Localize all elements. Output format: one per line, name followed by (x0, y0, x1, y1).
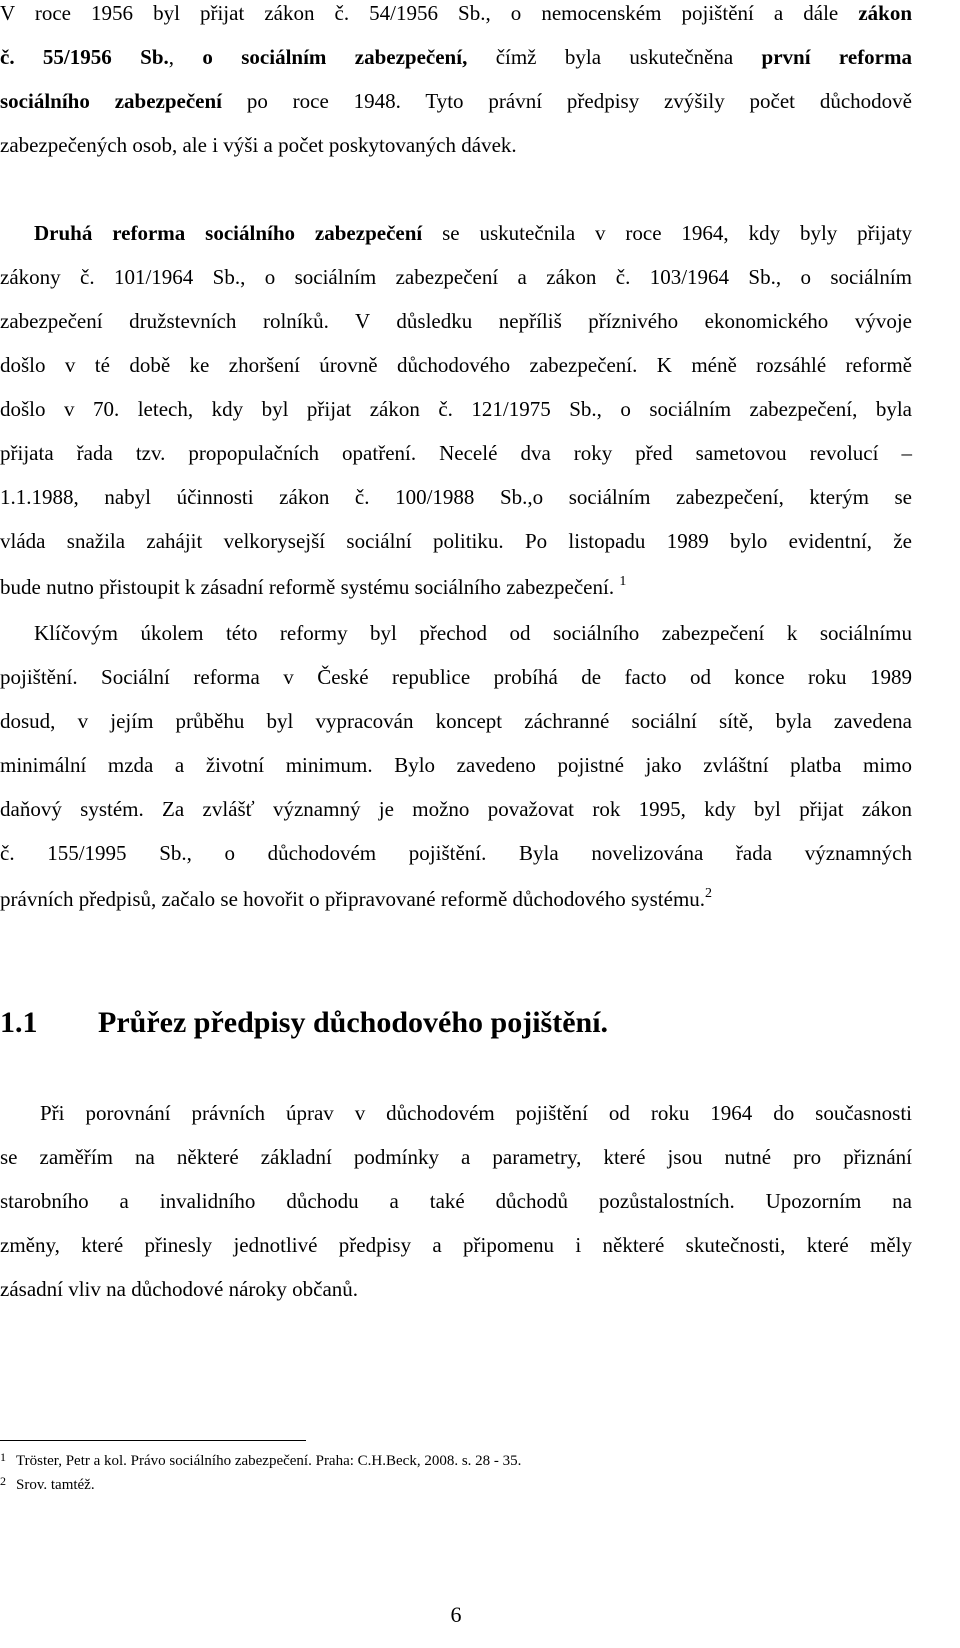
paragraph-3-line-1: Klíčovým úkolem této reformy byl přechod od sociálního zabezpečení k sociálnímu (34, 621, 912, 645)
footnote-2 (0, 1476, 95, 1494)
footnote-1 (0, 1452, 521, 1470)
footnote-reference-2[interactable]: 2 (705, 886, 713, 901)
footnote-reference-1[interactable]: 1 (619, 574, 627, 589)
paragraph-4-line-5: zásadní vliv na důchodové nároky občanů. (0, 1277, 359, 1301)
paragraph-1-line-3: sociálního zabezpečení po roce 1948. Tyto právní předpisy zvýšily počet důchodově (0, 89, 913, 113)
paragraph-4-line-2: se zaměřím na některé základní podmínky a parametry, které jsou nutné pro přiznání (0, 1145, 912, 1169)
footnote-number: 2 (0, 1474, 6, 1488)
paragraph-1-line-2: č. 55/1956 Sb., o sociálním zabezpečení, čímž byla uskutečněna první reforma (0, 45, 912, 69)
paragraph-4-line-3: starobního a invalidního důchodu a také důchodů pozůstalostních. Upozorním na (0, 1189, 912, 1213)
footnote-text: Srov. tamtéž. (16, 1477, 95, 1493)
footnote-number: 1 (0, 1450, 6, 1464)
paragraph-4-line-4: změny, které přinesly jednotlivé předpisy a připomenu i některé skutečnosti, které měly (0, 1233, 912, 1257)
paragraph-4-line-1: Při porovnání právních úprav v důchodovém pojištění od roku 1964 do současnosti (40, 1101, 912, 1125)
section-heading (0, 1006, 608, 1040)
paragraph-2-line-9: bude nutno přistoupit k zásadní reformě systému sociálního zabezpečení. $^1$ (0, 574, 627, 599)
paragraph-2-line-3: zabezpečení družstevních rolníků. V důsledku nepříliš příznivého ekonomického vývoje (0, 309, 912, 333)
paragraph-3-line-3: dosud, v jejím průběhu byl vypracován koncept záchranné sociální sítě, byla zavedena (0, 709, 912, 733)
paragraph-3-line-2: pojištění. Sociální reforma v České republice probíhá de facto od konce roku 1989 (0, 665, 912, 689)
section-number: 1.1 (0, 1006, 38, 1039)
footnote-separator (0, 1440, 306, 1441)
paragraph-1-line-4: zabezpečených osob, ale i výši a počet poskytovaných dávek. (0, 133, 517, 157)
paragraph-1-line-1: V roce 1956 byl přijat zákon č. 54/1956 Sb., o nemocenském pojištění a dále zákon (0, 1, 912, 25)
paragraph-3-line-6: č. 155/1995 Sb., o důchodovém pojištění. Byla novelizována řada významných (0, 841, 912, 865)
paragraph-3-line-5: daňový systém. Za zvlášť významný je možno považovat rok 1995, kdy byl přijat zákon (0, 797, 912, 821)
paragraph-2-line-4: došlo v té době ke zhoršení úrovně důchodového zabezpečení. K méně rozsáhlé reformě (0, 353, 912, 377)
paragraph-2-line-7: 1.1.1988, nabyl účinnosti zákon č. 100/1988 Sb.,o sociálním zabezpečení, kterým se (0, 485, 912, 509)
paragraph-2-line-2: zákony č. 101/1964 Sb., o sociálním zabezpečení a zákon č. 103/1964 Sb., o sociálním (0, 265, 912, 289)
paragraph-2-line-5: došlo v 70. letech, kdy byl přijat zákon č. 121/1975 Sb., o sociálním zabezpečení, byla (0, 397, 912, 421)
paragraph-2-line-8: vláda snažila zahájit velkorysejší sociální politiku. Po listopadu 1989 bylo evidentní, že (0, 529, 912, 553)
page-number: 6 (450, 1602, 462, 1627)
paragraph-2-line-1: Druhá reforma sociálního zabezpečení se uskutečnila v roce 1964, kdy byly přijaty (34, 221, 912, 245)
paragraph-3-line-4: minimální mzda a životní minimum. Bylo zavedeno pojistné jako zvláštní platba mimo (0, 753, 912, 777)
footnote-text: Tröster, Petr a kol. Právo sociálního zabezpečení. Praha: C.H.Beck, 2008. s. 28 - 35. (16, 1453, 522, 1469)
paragraph-2-line-6: přijata řada tzv. propopulačních opatření. Necelé dva roky před sametovou revolucí – (0, 441, 912, 465)
paragraph-3-line-7: právních předpisů, začalo se hovořit o připravované reformě důchodového systému.$^2$ (0, 886, 713, 911)
section-title: Průřez předpisy důchodového pojištění. (98, 1006, 609, 1039)
